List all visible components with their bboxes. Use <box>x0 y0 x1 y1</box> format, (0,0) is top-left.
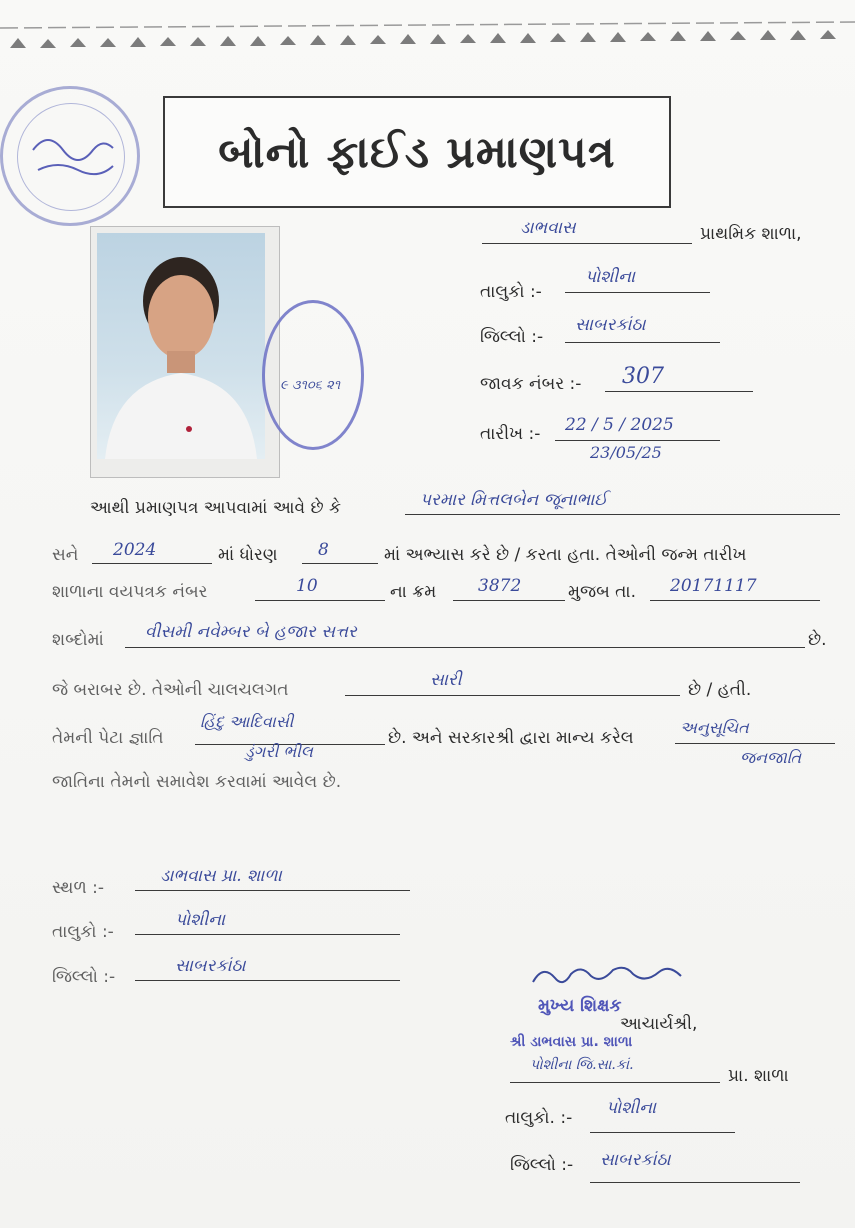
class-line <box>302 563 378 564</box>
student-name-line <box>405 514 840 515</box>
caste-value-line1: હિંદુ આદિવાસી <box>200 712 294 731</box>
district-line <box>565 342 720 343</box>
student-name-value: પરમાર મિત્તલબેન જૂનાભાઈ <box>420 490 608 510</box>
decorative-border <box>0 18 855 58</box>
study-text: માં અભ્યાસ કરે છે / કરતા હતા. તેઓની જન્મ તારીખ <box>384 545 747 565</box>
footer-district-value: સાબરકાંઠા <box>175 956 246 976</box>
year-value: 2024 <box>113 540 157 560</box>
words-suffix: છે. <box>808 630 827 650</box>
student-photo <box>90 226 280 478</box>
caste-prefix: તેમની પેટા જ્ઞાતિ <box>52 728 164 748</box>
principal-school-value: પોશીના જિ.સા.કાં. <box>530 1057 634 1073</box>
principal-district-line <box>590 1182 800 1183</box>
dob-line <box>650 600 820 601</box>
words-prefix: શબ્દોમાં <box>52 630 104 650</box>
footer-district-line <box>135 980 400 981</box>
outward-number-value: 307 <box>622 364 664 389</box>
outward-number-line <box>605 391 753 392</box>
district-label: જિલ્લો :- <box>480 327 544 347</box>
class-prefix: માં ધોરણ <box>218 545 278 565</box>
conduct-suffix: છે / હતી. <box>688 680 752 700</box>
principal-taluka-value: પોશીના <box>606 1098 657 1118</box>
place-label: સ્થળ :- <box>52 878 104 898</box>
caste-value-line2: ડુંગરી ભીલ <box>245 742 313 761</box>
principal-district-value: સાબરકાંઠા <box>600 1150 671 1170</box>
certificate-title-box <box>163 96 671 208</box>
stamp-designation: મુખ્ય શિક્ષક <box>538 996 622 1016</box>
outward-number-label: જાવક નંબર :- <box>480 374 582 394</box>
dob-words-value: વીસમી નવેમ્બર બે હજાર સત્તર <box>145 622 357 642</box>
footer-taluka-line <box>135 934 400 935</box>
dob-words-line <box>125 647 805 648</box>
year-line <box>92 563 212 564</box>
page-title: બોનો ફાઈડ પ્રમાણપત્ર <box>218 126 616 178</box>
year-prefix: સને <box>52 545 79 565</box>
caste-category-line2: જનજાતિ <box>740 748 802 767</box>
register-no-value: 10 <box>296 576 318 596</box>
district-value: સાબરકાંઠા <box>575 315 646 335</box>
register-prefix: શાળાના વયપત્રક નંબર <box>52 582 208 602</box>
certificate-intro: આથી પ્રમાણપત્ર આપવામાં આવે છે કે <box>90 498 341 518</box>
seal-scribble <box>18 120 128 190</box>
taluka-label: તાલુકો :- <box>480 282 542 302</box>
caste-category-line <box>675 743 835 744</box>
round-seal-photo <box>262 300 364 450</box>
conduct-value: સારી <box>430 670 462 690</box>
conduct-line <box>345 695 680 696</box>
footer-taluka-label: તાલુકો :- <box>52 922 114 942</box>
seal-date-note: ૯ ૩૧૦૬ ૨૧ <box>280 378 341 393</box>
closing-line: જાતિના તેમનો સમાવેશ કરવામાં આવેલ છે. <box>52 772 342 792</box>
caste-category-line1: અનુસૂચિત <box>680 718 749 737</box>
principal-taluka-label: તાલુકો. :- <box>505 1108 573 1128</box>
taluka-line <box>565 292 710 293</box>
date-label: તારીખ :- <box>480 424 541 444</box>
school-name-value: ડાભવાસ <box>520 218 576 238</box>
principal-taluka-line <box>590 1132 735 1133</box>
school-suffix: પ્રાથમિક શાળા, <box>700 224 802 244</box>
date-line <box>555 440 720 441</box>
serial-no-line <box>453 600 565 601</box>
principal-role: આચાર્યશ્રી, <box>620 1014 698 1034</box>
taluka-value: પોશીના <box>585 267 636 287</box>
serial-prefix: ના ક્રમ <box>390 582 437 602</box>
register-no-line <box>255 600 385 601</box>
date-value: 22 / 5 / 2025 <box>565 415 674 435</box>
date-note: 23/05/25 <box>590 443 662 462</box>
caste-mid-text: છે. અને સરકારશ્રી દ્વારા માન્ય કરેલ <box>388 728 634 748</box>
stamp-school: શ્રી ડાભવાસ પ્રા. શાળા <box>510 1034 633 1050</box>
principal-school-suffix: પ્રા. શાળા <box>728 1066 789 1086</box>
student-portrait <box>97 233 265 459</box>
dob-prefix: મુજબ તા. <box>568 582 636 602</box>
principal-district-label: જિલ્લો :- <box>510 1155 574 1175</box>
dob-value: 20171117 <box>670 576 757 596</box>
place-line <box>135 890 410 891</box>
conduct-prefix: જે બરાબર છે. તેઓની ચાલચલગત <box>52 680 289 700</box>
footer-taluka-value: પોશીના <box>175 910 226 930</box>
serial-no-value: 3872 <box>478 576 522 596</box>
footer-district-label: જિલ્લો :- <box>52 967 116 987</box>
school-name-line <box>482 243 692 244</box>
principal-school-line <box>510 1082 720 1083</box>
place-value: ડાભવાસ પ્રા. શાળા <box>160 866 282 886</box>
class-value: 8 <box>318 540 329 560</box>
